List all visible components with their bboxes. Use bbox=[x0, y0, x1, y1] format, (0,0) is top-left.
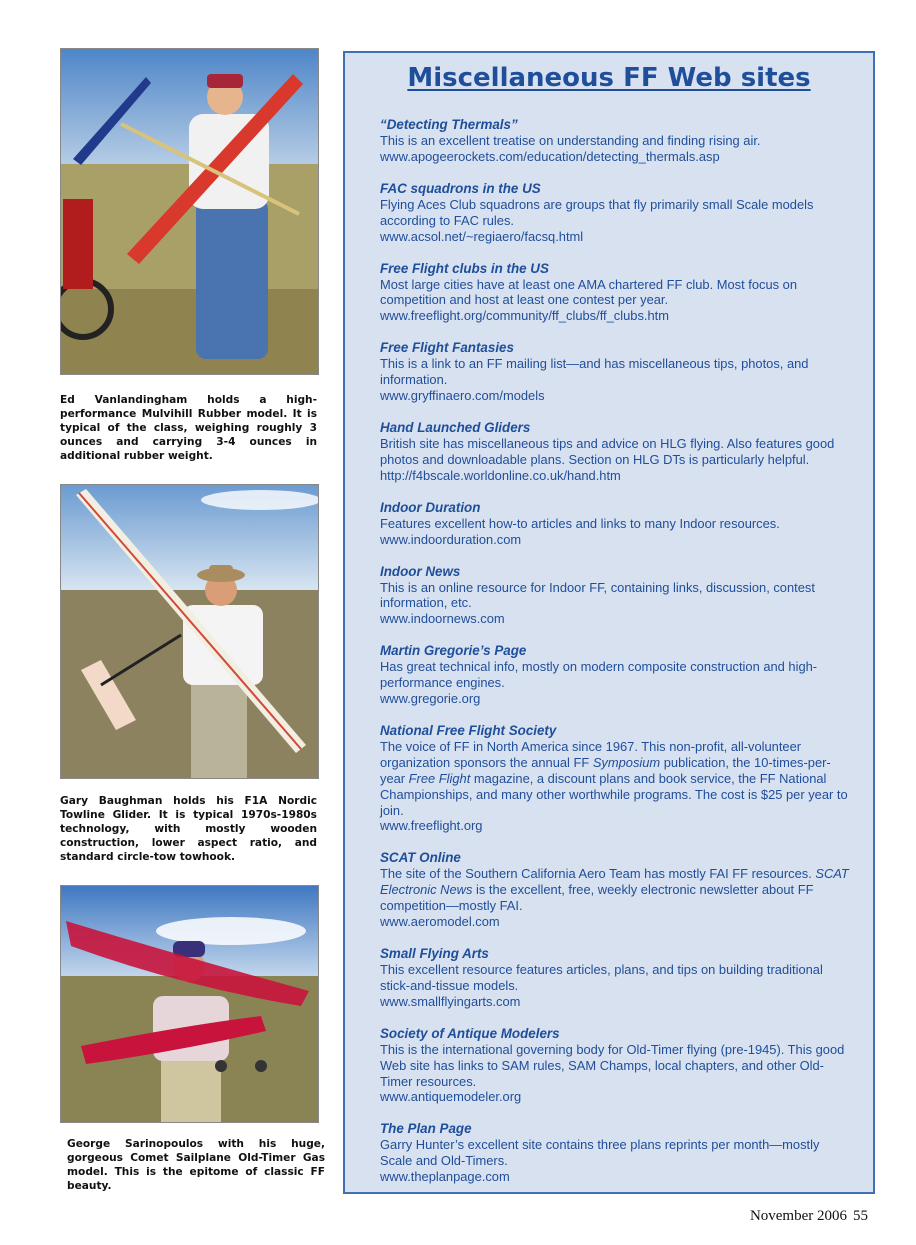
list-item bbox=[380, 500, 850, 548]
desc-italic: Free Flight bbox=[408, 770, 471, 786]
issue-date: November 2006 bbox=[749, 1208, 847, 1224]
site-description: Features excellent how-to articles and links to many Indoor resources. bbox=[380, 515, 780, 531]
list-item bbox=[380, 1121, 850, 1185]
site-name: Hand Launched Gliders bbox=[380, 419, 531, 435]
desc-part: is the excellent, free, weekly electronic newsletter about FF competition—mostly FAI. bbox=[380, 882, 814, 914]
site-url[interactable]: www.antiquemodeler.org bbox=[380, 1089, 522, 1105]
list-item bbox=[380, 643, 850, 707]
desc-part: The site of the Southern California Aero Team has mostly FAI FF resources. bbox=[380, 866, 816, 882]
site-description: This excellent resource features articles, plans, and tips on building traditional stick-and-tissue models. bbox=[380, 962, 823, 993]
site-name: Small Flying Arts bbox=[380, 946, 489, 961]
site-name: “Detecting Thermals” bbox=[380, 117, 518, 132]
list-item bbox=[380, 850, 850, 930]
list-item bbox=[380, 117, 850, 165]
site-url[interactable]: www.gregorie.org bbox=[380, 691, 481, 707]
site-description: Flying Aces Club squadrons are groups that fly primarily small Scale models according to FAC rules. bbox=[380, 196, 814, 228]
desc-italic: SCAT Electronic News bbox=[380, 866, 849, 898]
site-description: British site has miscellaneous tips and advice on HLG flying. Also features good photos and downloadable plans. Section on HLG DTs is particularly helpful. bbox=[380, 435, 835, 467]
desc-part: The voice of FF in North America since 1967. This non-profit, all-volunteer organization sponsors the annual FF bbox=[380, 738, 802, 770]
site-url[interactable]: www.gryffinaero.com/models bbox=[380, 388, 545, 404]
site-description: This is an online resource for Indoor FF, containing links, discussion, contest information, etc. bbox=[380, 579, 815, 611]
site-name: Martin Gregorie’s Page bbox=[380, 643, 527, 659]
list-item bbox=[380, 420, 850, 484]
photo-caption-1: Ed Vanlandingham holds a high-performance Mulvihill Rubber model. It is typical of the class, weighing roughly 3 ounces and carrying 3-4 ounces in additional rubber weight. bbox=[60, 394, 317, 463]
web-sites-panel bbox=[343, 51, 875, 1194]
list-item bbox=[380, 181, 850, 245]
web-site-list bbox=[380, 117, 850, 1201]
list-item bbox=[380, 340, 850, 404]
site-name: National Free Flight Society bbox=[380, 722, 557, 738]
site-url[interactable]: www.indoornews.com bbox=[380, 611, 505, 627]
site-url[interactable]: www.freeflight.org bbox=[380, 818, 483, 834]
site-description: This is the international governing body for Old-Timer flying (pre-1945). This good Web site has links to SAM rules, SAM Champs, local chapters, and other Old-Timer resources. bbox=[380, 1041, 845, 1089]
site-url[interactable]: www.freeflight.org/community/ff_clubs/ff_clubs.htm bbox=[380, 308, 669, 324]
page-footer bbox=[744, 1208, 868, 1225]
list-item bbox=[380, 946, 850, 1010]
list-item bbox=[380, 723, 850, 834]
site-description: This is an excellent treatise on understanding and finding rising air. bbox=[380, 133, 761, 148]
site-url[interactable]: http://f4bscale.worldonline.co.uk/hand.htm bbox=[380, 467, 621, 483]
photo-rubber-model bbox=[60, 48, 319, 375]
site-description bbox=[380, 739, 850, 819]
site-url[interactable]: www.apogeerockets.com/education/detecting_thermals.asp bbox=[380, 148, 720, 164]
panel-title: Miscellaneous FF Web sites bbox=[407, 63, 811, 93]
site-name: Society of Antique Modelers bbox=[380, 1025, 560, 1041]
list-item bbox=[380, 1026, 850, 1106]
photo-caption-2: Gary Baughman holds his F1A Nordic Towline Glider. It is typical 1970s-1980s technology, with mostly wooden construction, lower aspect ratio, and standard circle-tow towhook. bbox=[60, 795, 317, 864]
site-name: Free Flight clubs in the US bbox=[380, 260, 549, 276]
list-item bbox=[380, 564, 850, 628]
site-name: Free Flight Fantasies bbox=[380, 340, 514, 356]
photo-caption-3: George Sarinopoulos with his huge, gorgeous Comet Sailplane Old-Timer Gas model. This is the epitome of classic FF beauty. bbox=[67, 1138, 325, 1193]
page-number: 55 bbox=[853, 1208, 868, 1224]
site-url[interactable]: www.smallflyingarts.com bbox=[380, 993, 521, 1009]
site-url[interactable]: www.theplanpage.com bbox=[380, 1169, 510, 1185]
site-name: SCAT Online bbox=[380, 850, 461, 866]
site-url[interactable]: www.indoorduration.com bbox=[380, 531, 522, 547]
desc-italic: Symposium bbox=[592, 754, 661, 770]
site-description: This is a link to an FF mailing list—and has miscellaneous tips, photos, and information. bbox=[380, 356, 809, 388]
list-item bbox=[380, 261, 850, 325]
desc-part: publication, the 10-times-per-year bbox=[380, 754, 831, 786]
site-url[interactable]: www.acsol.net/~regiaero/facsq.html bbox=[380, 228, 584, 244]
site-name: Indoor News bbox=[380, 563, 461, 579]
site-url[interactable]: www.aeromodel.com bbox=[380, 914, 500, 930]
site-description: Has great technical info, mostly on modern composite construction and high-performance engines. bbox=[380, 659, 818, 691]
site-description: Garry Hunter’s excellent site contains three plans reprints per month—mostly Scale and Old-Timers. bbox=[380, 1137, 820, 1169]
site-description bbox=[380, 866, 850, 914]
photo-nordic-glider bbox=[60, 484, 319, 779]
site-name: Indoor Duration bbox=[380, 499, 481, 515]
photo-comet-sailplane bbox=[60, 885, 319, 1123]
site-name: FAC squadrons in the US bbox=[380, 180, 541, 196]
site-name: The Plan Page bbox=[380, 1121, 472, 1137]
site-description: Most large cities have at least one AMA chartered FF club. Most focus on competition and host at least one contest per year. bbox=[380, 276, 797, 308]
desc-part: magazine, a discount plans and book service, the FF National Championships, and many other worthwhile programs. The cost is $25 per year to join. bbox=[380, 770, 848, 818]
